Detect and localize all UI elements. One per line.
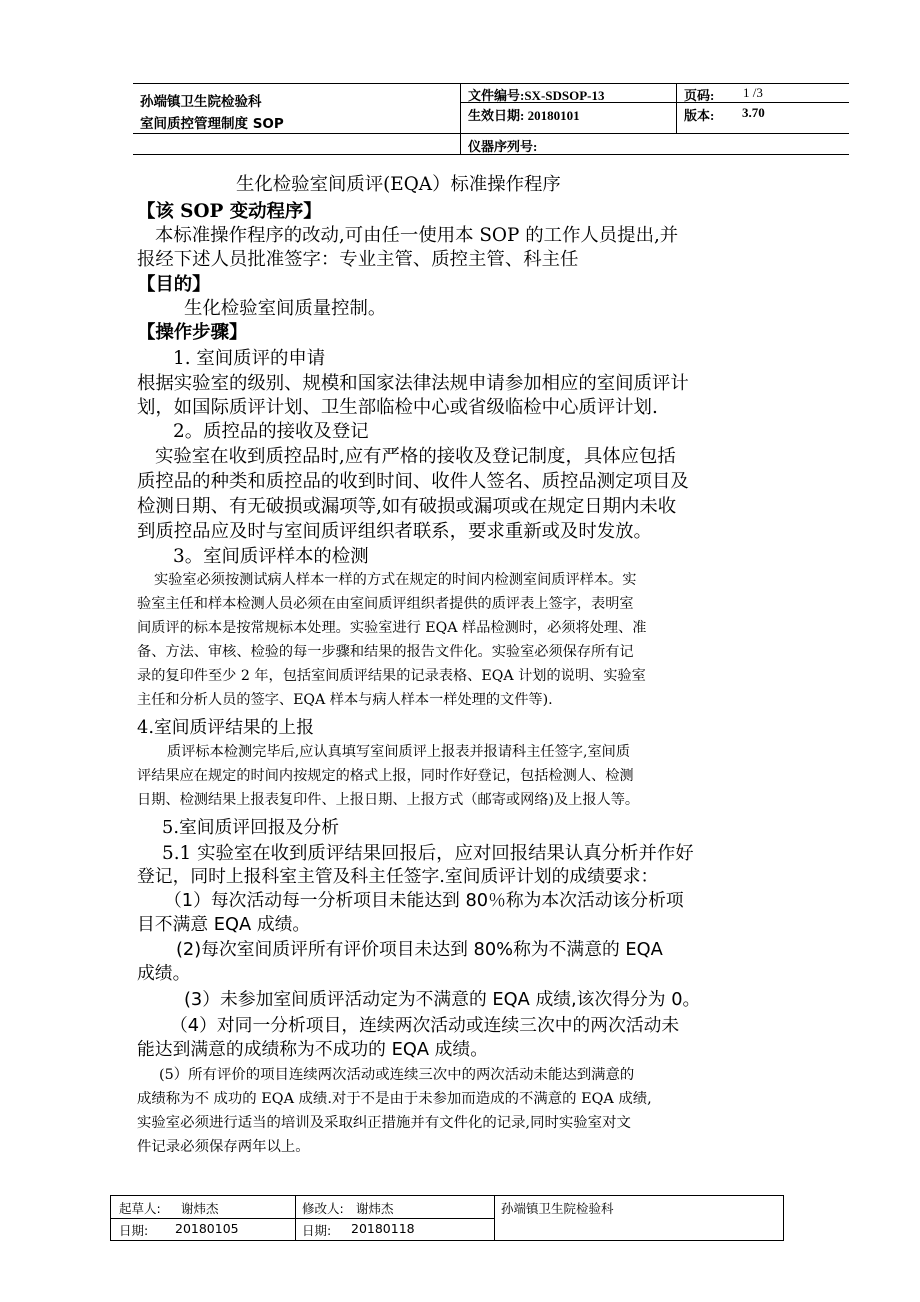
drafter-label: 起草人: — [119, 1201, 161, 1216]
requirement-line: 实验室必须进行适当的培训及采取纠正措施并有文件化的记录,同时实验室对文 — [137, 1115, 631, 1131]
step-line: 登记，同时上报科室主管及科主任签字.室间质评计划的成绩要求： — [137, 866, 659, 887]
step-line: 到质控品应及时与室间质评组织者联系，要求重新或及时发放。 — [137, 521, 652, 542]
footer-divider — [494, 1196, 495, 1240]
requirement-line: （1）每次活动每一分析项目未能达到 80％称为本次活动该分析项 — [164, 890, 684, 911]
page-label: 页码: — [684, 88, 715, 103]
revise-date-label: 日期: — [302, 1223, 332, 1238]
step-line: 实验室在收到质控品时,应有严格的接收及登记制度，具体应包括 — [155, 446, 676, 467]
change-line: 报经下述人员批准签字：专业主管、质控主管、科主任 — [137, 249, 579, 270]
requirement-line: 成绩称为不 成功的 EQA 成绩.对于不是由于未参加而造成的不满意的 EQA 成绩, — [137, 1091, 652, 1107]
page-value: 1 /3 — [743, 85, 763, 100]
step-line: 录的复印件至少 2 年，包括室间质评结果的记录表格、EQA 计划的说明、实验室 — [137, 668, 646, 684]
requirement-line: (5）所有评价的项目连续两次活动或连续三次中的两次活动未能达到满意的 — [159, 1067, 635, 1083]
footer-rule — [111, 1218, 494, 1219]
step-line: 划，如国际质评计划、卫生部临检中心或省级临检中心质评计划. — [137, 397, 658, 418]
draft-date: 20180105 — [175, 1221, 239, 1236]
requirement-line: 能达到满意的成绩称为不成功的 EQA 成绩。 — [137, 1039, 488, 1060]
step-line: 检测日期、有无破损或漏项等,如有破损或漏项或在规定日期内未收 — [137, 496, 677, 517]
step-line: 主任和分析人员的签字、EQA 样本与病人样本一样处理的文件等). — [137, 692, 553, 708]
step-line: 质控品的种类和质控品的收到时间、收件人签名、质控品测定项目及 — [137, 471, 689, 492]
step-line: 验室主任和样本检测人员必须在由室间质评组织者提供的质评表上签字，表明室 — [137, 596, 634, 612]
step-line: 日期、检测结果上报表复印件、上报日期、上报方式（邮寄或网络)及上报人等。 — [137, 792, 640, 808]
department-name: 孙端镇卫生院检验科 — [501, 1201, 614, 1216]
requirement-line: 件记录必须保存两年以上。 — [137, 1139, 310, 1155]
step-title: 3。室间质评样本的检测 — [173, 546, 369, 567]
steps-heading: 【操作步骤】 — [137, 322, 248, 343]
system-name: 室间质控管理制度 SOP — [140, 116, 284, 132]
purpose-heading: 【目的】 — [137, 274, 211, 295]
doc-number: 文件编号:SX-SDSOP-13 — [468, 88, 605, 103]
step-title: 1. 室间质评的申请 — [173, 348, 326, 369]
drafter-name: 谢炜杰 — [181, 1201, 219, 1216]
step-line: 备、方法、审核、检验的每一步骤和结果的报告文件化。实验室必须保存所有记 — [137, 644, 634, 660]
reviser-name: 谢炜杰 — [356, 1201, 394, 1216]
header-divider — [460, 84, 461, 154]
step-title: 4.室间质评结果的上报 — [137, 717, 314, 738]
instrument-serial: 仪器序列号: — [468, 139, 538, 154]
step-title: 2。质控品的接收及登记 — [173, 421, 369, 442]
change-line: 本标准操作程序的改动,可由任一使用本 SOP 的工作人员提出,并 — [155, 225, 679, 246]
header-table — [133, 83, 849, 155]
version-value: 3.70 — [742, 105, 765, 120]
purpose-text: 生化检验室间质量控制。 — [184, 298, 387, 319]
requirement-line: 目不满意 EQA 成绩。 — [137, 914, 311, 935]
revise-date: 20180118 — [351, 1221, 415, 1236]
requirement-line: (3）未参加室间质评活动定为不满意的 EQA 成绩,该次得分为 0。 — [184, 989, 701, 1010]
footer-table — [110, 1195, 784, 1241]
reviser-label: 修改人: — [302, 1201, 344, 1216]
requirement-line: (2)每次室间质评所有评价项目未达到 80%称为不满意的 EQA — [176, 939, 663, 960]
effective-date: 生效日期: 20180101 — [468, 108, 580, 123]
org-name: 孙端镇卫生院检验科 — [140, 94, 262, 110]
draft-date-label: 日期: — [119, 1223, 149, 1238]
version-label: 版本: — [684, 108, 715, 123]
step-line: 根据实验室的级别、规模和国家法律法规申请参加相应的室间质评计 — [137, 373, 689, 394]
header-rule — [133, 133, 849, 134]
step-line: 实验室必须按测试病人样本一样的方式在规定的时间内检测室间质评样本。实 — [154, 572, 637, 588]
document-title: 生化检验室间质评(EQA）标准操作程序 — [236, 174, 561, 195]
requirement-line: 成绩。 — [137, 963, 191, 984]
step-title: 5.室间质评回报及分析 — [162, 817, 339, 838]
step-line: 5.1 实验室在收到质评结果回报后，应对回报结果认真分析并作好 — [162, 843, 694, 864]
step-line: 评结果应在规定的时间内按规定的格式上报，同时作好登记，包括检测人、检测 — [137, 768, 634, 784]
step-line: 间质评的标本是按常规标本处理。实验室进行 EQA 样品检测时，必须将处理、准 — [137, 620, 647, 636]
header-divider — [676, 84, 677, 134]
change-heading: 【该 SOP 变动程序】 — [137, 201, 322, 222]
step-line: 质评标本检测完毕后,应认真填写室间质评上报表并报请科主任签字,室间质 — [167, 744, 631, 760]
requirement-line: （4）对同一分析项目，连续两次活动或连续三次中的两次活动未 — [170, 1015, 680, 1036]
